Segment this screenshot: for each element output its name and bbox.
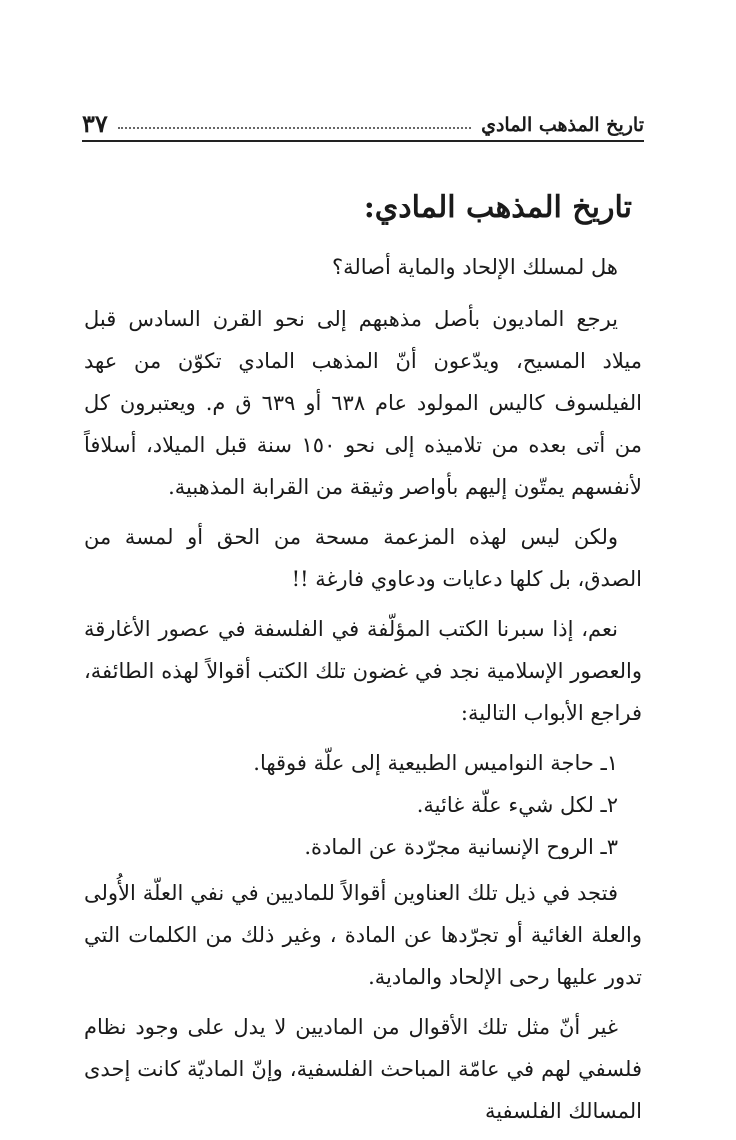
paragraph: نعم، إذا سبرنا الكتب المؤلّفة في الفلسفة في عصور الأغارقة والعصور الإسلامية نجد في غضون تلك الكتب أقوالاً لهذه الطائفة، فراجع الأبواب التالية: [84,617,642,725]
paragraph-question: هل لمسلك الإلحاد والماية أصالة؟ [331,255,618,279]
section-title: تاريخ المذهب المادي: [363,190,632,225]
page-content [84,178,642,1140]
list-item: ٣ـ الروح الإنسانية مجرّدة عن المادة. [304,835,618,859]
running-header [82,106,644,142]
numbered-list [84,742,642,868]
list-item: ٢ـ لكل شيء علّة غائية. [416,793,618,817]
paragraph: فتجد في ذيل تلك العناوين أقوالاً للماديين في نفي العلّة الأُولى والعلة الغائية أو تجرّدها عن المادة ، وغير ذلك من الكلمات التي تدور عليها رحى الإلحاد والمادية. [84,881,642,989]
leader-dots [118,127,471,129]
paragraph: غير أنّ مثل تلك الأقوال من الماديين لا يدل على وجود نظام فلسفي لهم في عامّة المباحث الفلسفية، وإنّ الماديّة كانت إحدى المسالك الفلسفية [84,1015,642,1123]
paragraph: ولكن ليس لهذه المزعمة مسحة من الحق أو لمسة من الصدق، بل كلها دعايات ودعاوي فارغة !! [84,525,642,591]
page-number: ٣٧ [82,109,108,138]
running-title: تاريخ المذهب المادي [481,114,644,136]
list-item: ١ـ حاجة النواميس الطبيعية إلى علّة فوقها. [253,751,618,775]
paragraph: يرجع الماديون بأصل مذهبهم إلى نحو القرن السادس قبل ميلاد المسيح، ويدّعون أنّ المذهب المادي تكوّن من عهد الفيلسوف كاليس المولود عام ٦٣٨ أو ٦٣٩ ق م. ويعتبرون كل من أتى بعده من تلاميذه إلى نحو ١٥٠ سنة قبل الميلاد، أسلافاً لأنفسهم يمتّون إليهم بأواصر وثيقة من القرابة المذهبية. [84,307,643,499]
